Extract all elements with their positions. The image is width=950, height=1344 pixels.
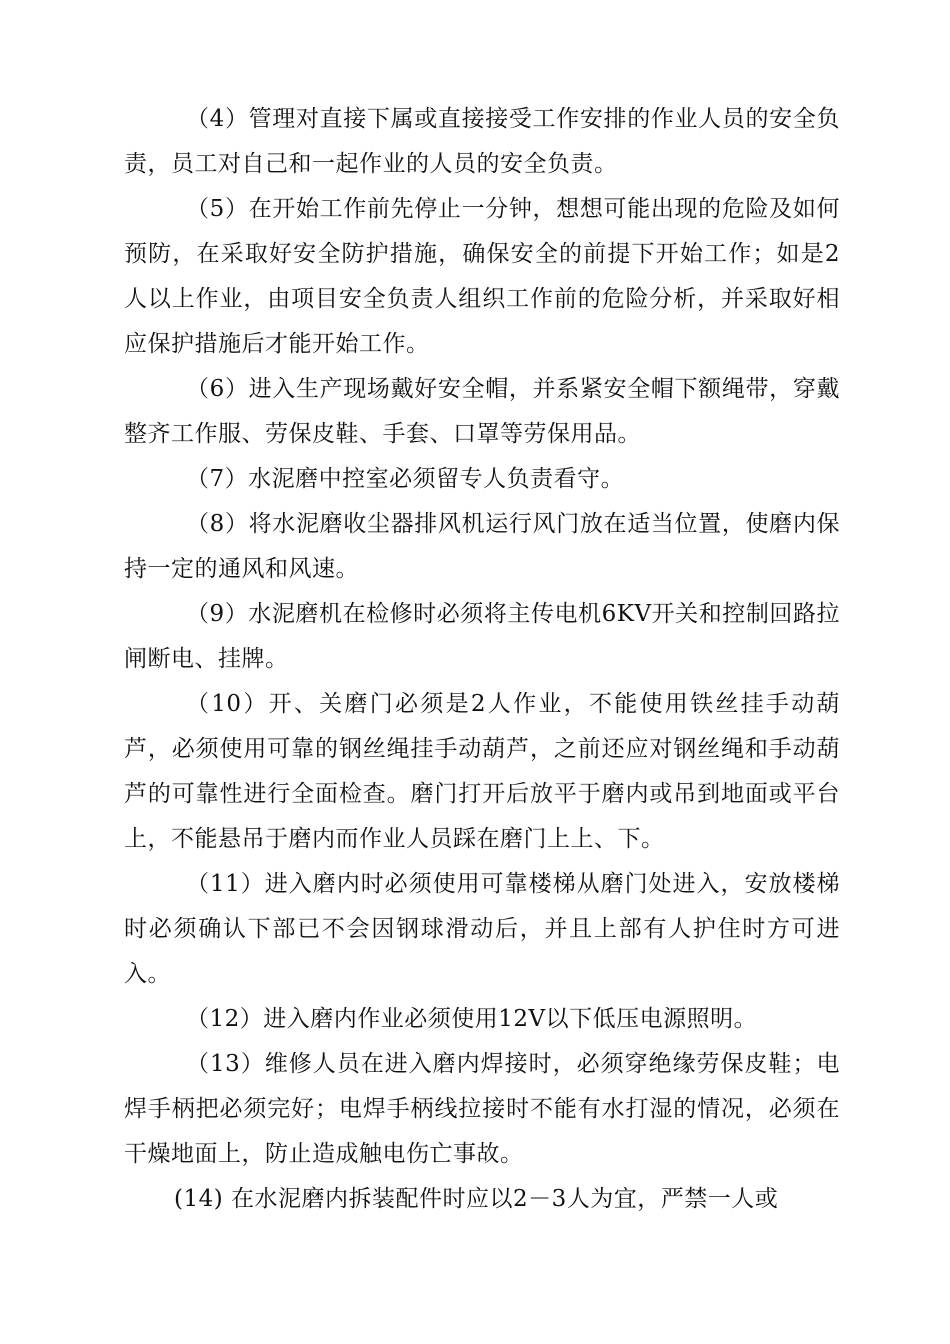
paragraph-item-14: (14) 在水泥磨内拆装配件时应以2－3人为宜，严禁一人或	[174, 1186, 779, 1212]
paragraph-item-7: （7）水泥磨中控室必须留专人负责看守。	[186, 466, 625, 492]
paragraph-item-4: （4）管理对直接下属或直接接受工作安排的作业人员的安全负责，员工对自己和一起作业的人员的安全负责。	[124, 106, 840, 177]
paragraph-item-8: （8）将水泥磨收尘器排风机运行风门放在适当位置，使磨内保持一定的通风和风速。	[124, 511, 840, 582]
document-body	[124, 97, 840, 1222]
paragraph-item-12: （12）进入磨内作业必须使用12V以下低压电源照明。	[186, 1006, 758, 1032]
paragraph-item-9: （9）水泥磨机在检修时必须将主传电机6KV开关和控制回路拉闸断电、挂牌。	[124, 601, 840, 672]
paragraph-item-6: （6）进入生产现场戴好安全帽，并系紧安全帽下额绳带，穿戴整齐工作服、劳保皮鞋、手套、口罩等劳保用品。	[124, 376, 840, 447]
paragraph-item-5: （5）在开始工作前先停止一分钟，想想可能出现的危险及如何预防，在采取好安全防护措施，确保安全的前提下开始工作；如是2人以上作业，由项目安全负责人组织工作前的危险分析，并采取好相应保护措施后才能开始工作。	[124, 196, 840, 357]
paragraph-item-10: （10）开、关磨门必须是2人作业，不能使用铁丝挂手动葫芦，必须使用可靠的钢丝绳挂手动葫芦，之前还应对钢丝绳和手动葫芦的可靠性进行全面检查。磨门打开后放平于磨内或吊到地面或平台上，不能悬吊于磨内而作业人员踩在磨门上上、下。	[124, 691, 840, 852]
paragraph-item-11: （11）进入磨内时必须使用可靠楼梯从磨门处进入，安放楼梯时必须确认下部已不会因钢球滑动后，并且上部有人护住时方可进入。	[124, 871, 840, 987]
paragraph-item-13: （13）维修人员在进入磨内焊接时，必须穿绝缘劳保皮鞋；电焊手柄把必须完好；电焊手柄线拉接时不能有水打湿的情况，必须在干燥地面上，防止造成触电伤亡事故。	[124, 1051, 840, 1167]
